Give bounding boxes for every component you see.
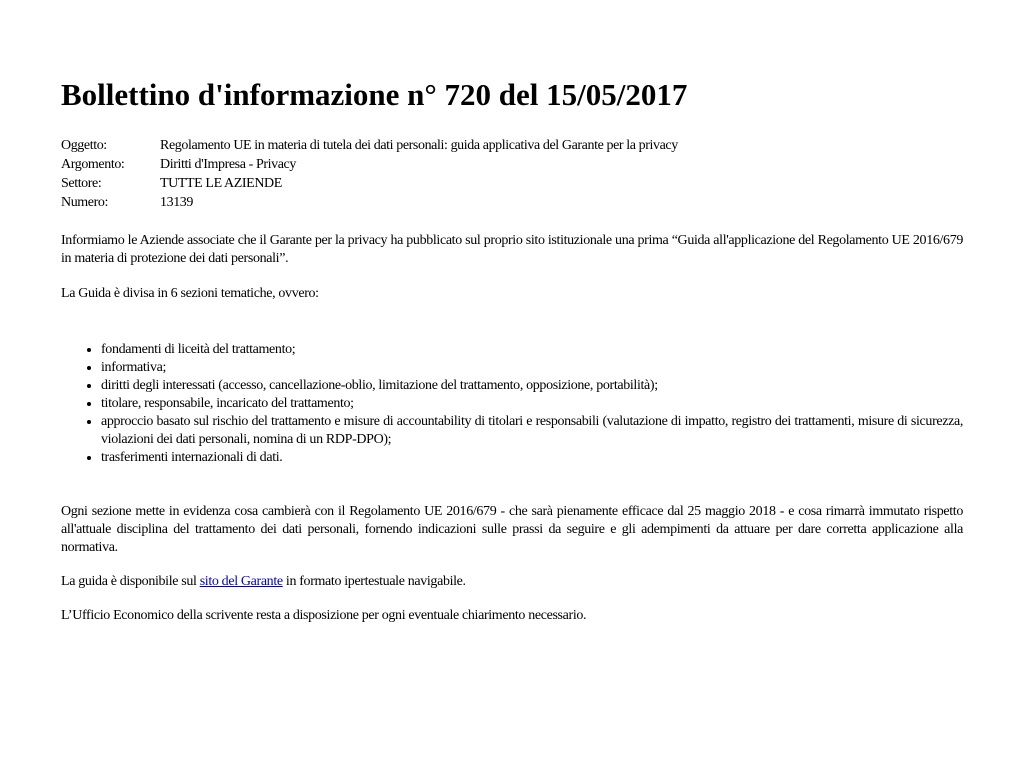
meta-row-oggetto: [61, 136, 963, 155]
guida-intro-paragraph: La Guida è divisa in 6 sezioni tematiche, ovvero:: [61, 286, 319, 301]
sections-explanation-paragraph: Ogni sezione mette in evidenza cosa cambierà con il Regolamento UE 2016/679 - che sarà pienamente efficace dal 25 maggio 2018 - e cosa rimarrà immutato rispetto all'attuale disciplina del trattamento dei dati personali, fornendo indicazioni sulle prassi da seguire e gli adempimenti da attuare per dare corretta applicazione alla normativa.: [61, 504, 963, 555]
availability-paragraph: [61, 573, 963, 591]
meta-value: Diritti d'Impresa - Privacy: [160, 157, 296, 172]
meta-value: Regolamento UE in materia di tutela dei dati personali: guida applicativa del Garante per la privacy: [160, 138, 678, 153]
list-item: • approccio basato sul rischio del trattamento e misure di accountability di titolari e responsabili (valutazione di impatto, registro dei trattamenti, misure di sicurezza, violazioni dei dati personali, nomina di un RDP-DPO);: [101, 413, 963, 449]
sections-list: [61, 341, 963, 467]
list-item: • titolare, responsabile, incaricato del trattamento;: [101, 395, 963, 413]
meta-row-argomento: [61, 155, 963, 174]
office-paragraph: L’Ufficio Economico della scrivente resta a disposizione per ogni eventuale chiarimento necessario.: [61, 608, 587, 623]
meta-row-settore: [61, 174, 963, 193]
intro-paragraph: Informiamo le Aziende associate che il Garante per la privacy ha pubblicato sul proprio sito istituzionale una prima “Guida all'applicazione del Regolamento UE 2016/679 in materia di protezione dei dati personali”.: [61, 233, 963, 266]
meta-label: Numero:: [61, 195, 108, 210]
document-body: [61, 232, 963, 625]
garante-site-link[interactable]: sito del Garante: [199, 574, 283, 589]
meta-label: Argomento:: [61, 157, 125, 172]
meta-value: 13139: [160, 195, 194, 210]
meta-label: Settore:: [61, 176, 102, 191]
meta-row-numero: [61, 193, 963, 212]
list-item: • diritti degli interessati (accesso, cancellazione-oblio, limitazione del trattamento, opposizione, portabilità);: [101, 377, 963, 395]
list-item: • informativa;: [101, 359, 963, 377]
meta-label: Oggetto:: [61, 138, 107, 153]
availability-text-after: in formato ipertestuale navigabile.: [282, 574, 466, 589]
metadata-table: [61, 136, 963, 212]
availability-text-before: La guida è disponibile sul: [61, 574, 200, 589]
list-item: • trasferimenti internazionali di dati.: [101, 449, 963, 467]
page-title: Bollettino d'informazione n° 720 del 15/05/2017: [61, 77, 688, 112]
list-item: • fondamenti di liceità del trattamento;: [101, 341, 963, 359]
meta-value: TUTTE LE AZIENDE: [160, 176, 282, 191]
